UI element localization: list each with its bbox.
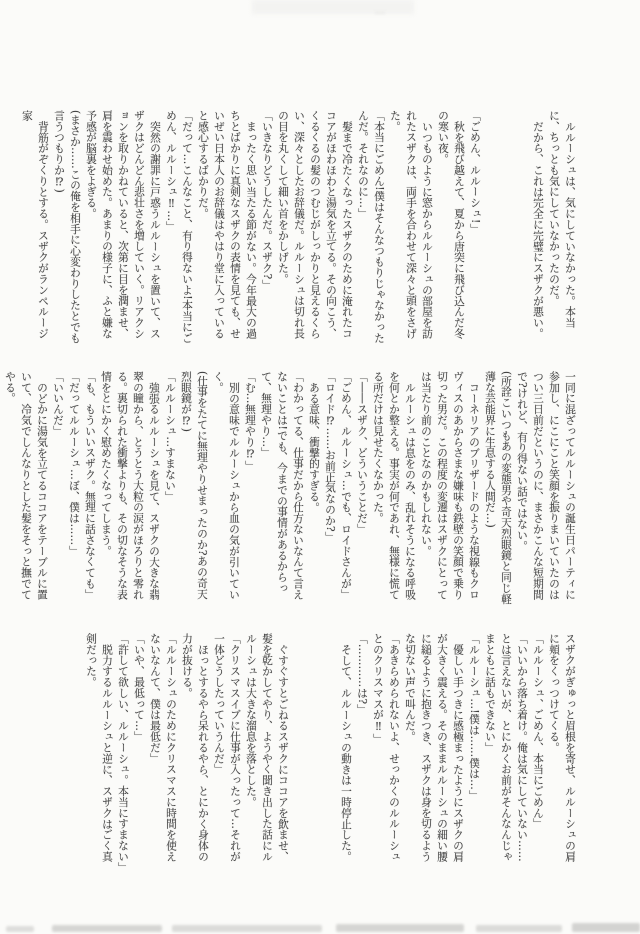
paragraph: (所詮こいつもあの変態男や奇天烈眼鏡と同じ軽薄な芸能界に生息する人間だ…) [484,371,513,605]
paragraph: 「だって…こんなこと、有り得ないよ!本当にごめん、ルルーシュ‼…」 [165,110,194,344]
paragraph: 「む…無理やり⁉」 [244,371,257,472]
paragraph: 「ルルーシュ…!僕は……僕は…」 [468,633,481,801]
scan-speck [375,11,385,14]
paragraph: のどかに湯気を立てるココアをテーブルに置いて、冷気でしんなりとした髪をそっと撫でてやる。 [4,371,49,601]
scan-edge-artifact [0,920,640,934]
paragraph: 「いいんだ」 [52,371,65,437]
paragraph: ぐすぐすとごねるスザクにココアを飲ませ、髪を乾かしてやり、ようやく聞き出した話にルルーシュは大きな溜息を落とした。 [245,633,290,863]
paragraph: 「だってルルーシュ…ぼ、僕は……」 [68,371,81,557]
paragraph: 「いや、最低って…」 [133,633,146,742]
paragraph: 「いきなりどうしたんだ。スザク?」 [261,110,274,291]
paragraph: 脱力するルルーシュと逆に、スザクはごく真剣だった。 [85,633,114,863]
text-band-bottom [30,633,578,873]
scan-edge-segment [172,925,322,932]
text-band-middle [4,371,578,608]
paragraph: 強張るルルーシュを見て、スザクの大きな翡翠の瞳から、とうとう大粒の涙がほろりと零れる。裏切られた衝撃よりも、その切なそうな表情をとにかく慰めたくなってしまう。 [100,371,161,601]
paragraph: ルルーシュは息をのみ、乱れそうになる呼吸を何とか整える。事実が何であれ、無様に慌てる所だけは見せたくなかった。 [372,371,417,601]
paragraph: 「ロイド⁉……お前正気なのか?」 [324,371,337,543]
paragraph: 「本当にごめん!僕はそんなつもりじゃなかったんだ。それなのに…」 [357,110,386,344]
paragraph: 「クリスマスイブに仕事が入ったって…それが一体どうしたっていうんだ」 [213,633,242,862]
scan-edge-segment [336,924,464,932]
paragraph: いつものように窓からルルーシュの部屋を訪れたスザクは、両手を合わせて深々と頭をさげた。 [389,110,434,340]
paragraph: 「いいから落ち着け。俺は気にしていない……とは言えないが、とにかくお前がそんなんじゃまともに話もできない」 [484,633,529,862]
paragraph: 「ごめん、ルルーシュ!」 [469,110,482,235]
paragraph: 「あきらめられないよ、せっかくのルルーシュとのクリスマスが‼」 [372,633,401,862]
paragraph: 「ルルーシュ…すまない」 [164,371,177,502]
paragraph: ほっとするやら呆れるやら、とにかく身体の力が抜ける。 [181,633,210,863]
scan-edge-segment [6,926,34,932]
paragraph: 髪まで冷たくなったスザクのために淹れたココアがほわほわと湯気を立てる。その向こう、くるくるの髪のつむじがしっかりと見えるくらい、深々としたお辞儀だ。ルルーシュは切れ長の目を丸くして細い首をかしげた。 [277,110,354,340]
paragraph: (まさか……この俺を相手に心変わりしたとでも言うつもりか⁉) [53,110,82,344]
scene-break-gap [483,110,530,347]
paragraph: 「ルルーシュ、ごめん、本当にごめん」 [532,633,545,830]
paragraph: コーネリアのブリザードのような視線もクロヴィスのあからさまな嫌味も鉄壁の笑顔で乗り切った男だ。この程度の変遷はスザクにとっては当たり前のことなのかもしれない。 [420,371,481,601]
paragraph: 「許して欲しい、ルルーシュ。本当にすまない」 [117,633,130,873]
text-band-top [21,110,578,347]
paragraph: 「ルルーシュのためにクリスマスに時間を使えないなんて、僕は最低だ」 [149,633,178,862]
paragraph: そして、ルルーシュの動きは一時停止した。 [340,644,353,863]
scan-edge-segment [476,925,562,932]
scene-break-gap [291,633,338,870]
paragraph: ある意味、衝撃的すぎる。 [308,382,321,514]
paragraph: 「ごめん、ルルーシュ…でも、ロイドさんが」 [340,371,353,600]
paragraph: 「わかってる、仕事だから仕方ないなんて言えないことは!でも、今までの事情があるからって、無理やり…」 [260,371,305,600]
paragraph: 秋を飛び越えて、夏から唐突に飛び込んだ冬の寒い夜。 [437,110,466,340]
paragraph: 別の意味でルルーシュから血の気が引いていく。 [212,371,241,601]
paragraph: だから、これは完全に完璧にスザクが悪い。 [532,121,545,340]
paragraph: 突然の謝罪に戸惑うルルーシュを置いて、スザクはどんどん悲壮さを増していく。リアクションを取りかねていると、次第に目を潤ませ、肩を震わせ始めた。あまりの様子に、ふと嫌な予感が脳裏をよぎる。 [85,110,162,340]
paragraph: 「――スザク、どういうことだ」 [356,371,369,535]
scan-shade-top [252,0,414,14]
paragraph: 優しい手つきに感極まったようにスザクの肩が大きく震える。そのままルルーシュの細い腰に縋るように抱きつき、スザクは身を切るような切ない声で叫んだ。 [404,633,465,863]
paragraph: 背筋がぞくりとする。スザクがランペルージ家 [21,110,50,340]
scan-edge-segment [572,923,640,932]
paragraph: ルルーシュは、気にしていなかった。本当に、ちっとも気にしていなかったのだ。 [548,110,577,329]
paragraph: 「…………は?」 [356,633,369,716]
paragraph: 「も、もういいスザク。無理に話さなくても」 [84,371,97,600]
scan-edge-segment [52,925,162,932]
paragraph: (仕事をたてに無理やりせまったのか?あの奇天烈眼鏡が⁉) [180,371,209,600]
paragraph: まったく思い当たる節がない。今年最大の過ちとばかりに真剣なスザクの表情を見ても、せいぜい日本人のお辞儀はやはり堂に入っていると感心するばかりだ。 [197,110,258,340]
paragraph: 一同に混ざってルルーシュの誕生日パーティに参加し、にこにこと笑顔を振りまいていたのはつい三日前だというのに、まさかこんな短期間で?けれど、有り得ない話ではない。 [516,371,577,600]
paragraph: スザクがぎゅっと眉根を寄せ、ルルーシュの肩に頬をくっつけてくる。 [548,633,577,862]
